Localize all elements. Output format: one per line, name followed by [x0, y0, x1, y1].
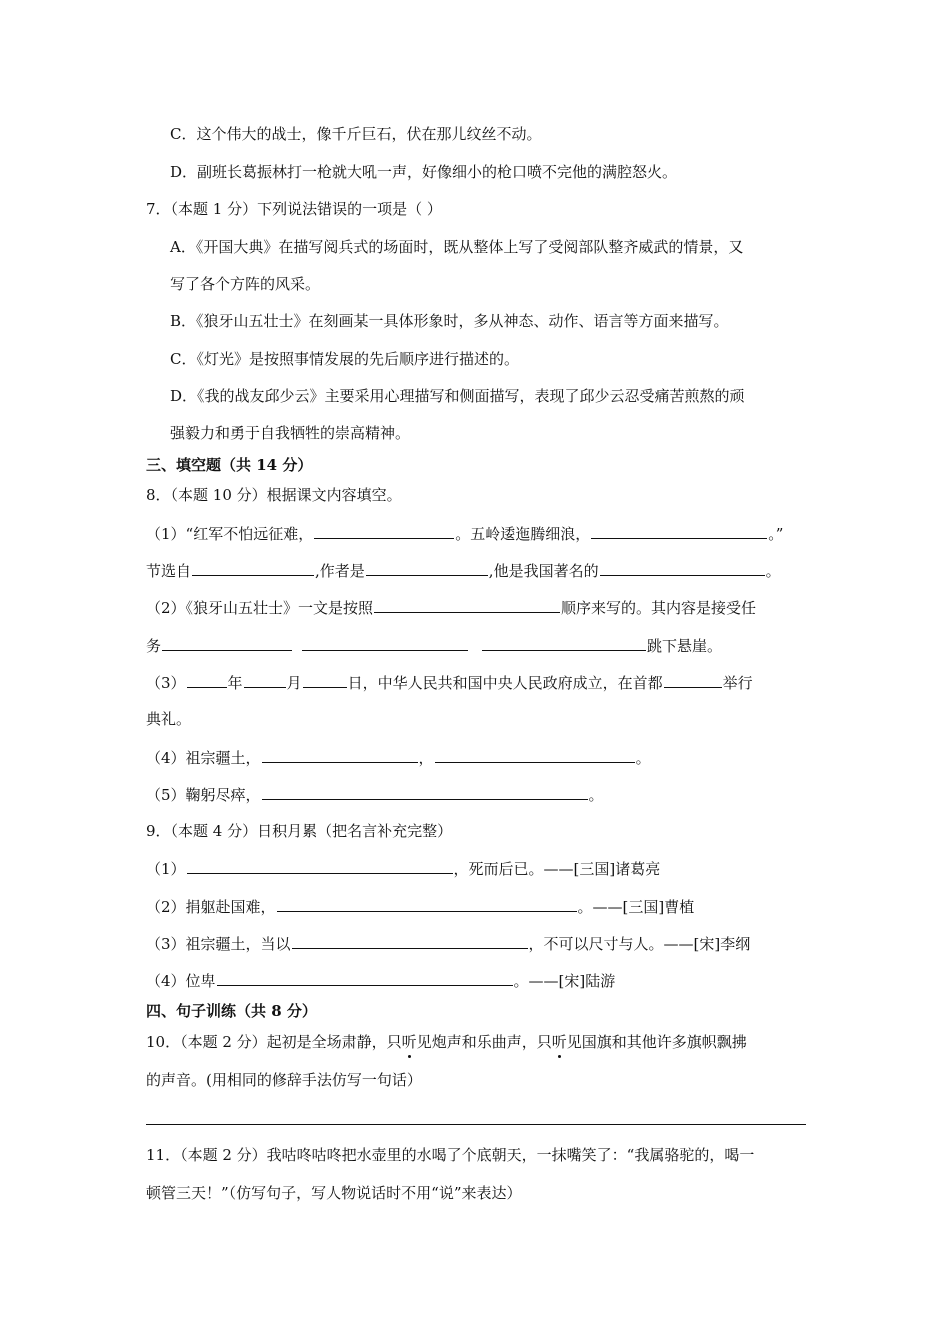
- q8-line-8: [146, 784, 604, 805]
- q10-line-1: [146, 1032, 747, 1052]
- q8-text: （5）鞠躬尽瘁，: [146, 786, 261, 804]
- q8-text: （3）: [146, 674, 186, 692]
- q9-text: 。——[宋]陆游: [513, 972, 616, 990]
- q7-option-d-line2: 强毅力和勇于自我牺牲的崇高精神。: [170, 424, 411, 442]
- q8-text: 跳下悬崖。: [647, 637, 723, 655]
- q10-text: 国旗和其他许多旗帜飘拂: [581, 1033, 747, 1051]
- section-4-heading: 四、句子训练（共 8 分）: [146, 1002, 317, 1020]
- q8-text: 。: [635, 749, 651, 767]
- q9-text: （1）: [146, 860, 186, 878]
- q8-text: 顺序来写的。其内容是接受任: [561, 599, 757, 617]
- q8-line-5: [146, 672, 753, 693]
- blank[interactable]: [314, 523, 454, 539]
- q7-option-c: C．《灯光》是按照事情发展的先后顺序进行描述的。: [170, 350, 519, 368]
- blank[interactable]: [591, 523, 767, 539]
- q7-option-b: B．《狼牙山五壮士》在刻画某一具体形象时，多从神态、动作、语言等方面来描写。: [170, 312, 729, 330]
- q8-text: ,作者是: [315, 562, 365, 580]
- q7-option-a-line1: A．《开国大典》在描写阅兵式的场面时，既从整体上写了受阅部队整齐威武的情景，又: [170, 238, 744, 256]
- q8-line-3: [146, 597, 756, 618]
- emphasis-dotted-text: 只听见: [386, 1033, 432, 1051]
- q8-text: （1）“红军不怕远征难，: [146, 525, 314, 543]
- q10-text: 10．（本题 2 分）起初是全场肃静，: [146, 1033, 387, 1051]
- q8-stem: 8．（本题 10 分）根据课文内容填空。: [146, 486, 402, 504]
- q8-line-7: [146, 747, 651, 768]
- q8-text: 。: [588, 786, 604, 804]
- q7-option-d-line1: D．《我的战友邱少云》主要采用心理描写和侧面描写，表现了邱少云忍受痛苦煎熬的顽: [170, 387, 745, 405]
- answer-line[interactable]: [146, 1124, 806, 1125]
- q7-option-a-line2: 写了各个方阵的风采。: [170, 275, 321, 293]
- q6-option-c: C．这个伟大的战士，像千斤巨石，伏在那儿纹丝不动。: [170, 125, 542, 143]
- blank[interactable]: [262, 747, 418, 763]
- q9-stem: 9．（本题 4 分）日积月累（把名言补充完整）: [146, 822, 453, 840]
- blank[interactable]: [600, 560, 765, 576]
- q11-line-2: 顿管三天！”（仿写句子，写人物说话时不用“说”来表达）: [146, 1184, 522, 1202]
- q8-text: 举行: [722, 674, 753, 692]
- q8-line-2: [146, 560, 781, 581]
- q8-text: 务: [146, 637, 162, 655]
- q6-option-d: D．副班长葛振林打一枪就大吼一声，好像细小的枪口喷不完他的满腔怒火。: [170, 163, 678, 181]
- q8-text: 年: [227, 674, 243, 692]
- q9-text: （3）祖宗疆土，当以: [146, 935, 291, 953]
- blank[interactable]: [435, 747, 635, 763]
- q9-line-3: [146, 933, 750, 954]
- q11-line-1: 11．（本题 2 分）我咕咚咕咚把水壶里的水喝了个底朝天，一抹嘴笑了：“我属骆驼的，喝一: [146, 1146, 755, 1164]
- q8-text: 。五岭逶迤腾细浪，: [455, 525, 591, 543]
- blank[interactable]: [482, 635, 646, 651]
- q8-text: 。: [765, 562, 781, 580]
- blank[interactable]: [303, 672, 347, 688]
- q9-text: （4）位卑: [146, 972, 216, 990]
- blank[interactable]: [262, 784, 588, 800]
- q10-line-2: 的声音。(用相同的修辞手法仿写一句话）: [146, 1071, 422, 1089]
- q8-text: ,他是我国著名的: [488, 562, 599, 580]
- blank[interactable]: [292, 933, 528, 949]
- q8-text: 。”: [768, 525, 784, 543]
- q8-line-6: 典礼。: [146, 710, 192, 728]
- q8-text: ，: [418, 749, 434, 767]
- q8-text: （4）祖宗疆土，: [146, 749, 261, 767]
- blank[interactable]: [366, 560, 488, 576]
- blank[interactable]: [277, 896, 577, 912]
- q8-text: 节选自: [146, 562, 192, 580]
- blank[interactable]: [664, 672, 722, 688]
- q8-line-1: [146, 523, 783, 544]
- blank[interactable]: [187, 858, 453, 874]
- blank[interactable]: [217, 970, 513, 986]
- q9-text: （2）捐躯赴国难，: [146, 898, 276, 916]
- blank[interactable]: [244, 672, 286, 688]
- q8-text: 日，中华人民共和国中央人民政府成立，在首都: [347, 674, 663, 692]
- q8-text: （2）《狼牙山五壮士》一文是按照: [146, 599, 374, 617]
- q9-text: ，不可以尺寸与人。——[宋]李纲: [528, 935, 751, 953]
- q8-line-4: [146, 635, 722, 656]
- q9-line-2: [146, 896, 694, 917]
- section-3-heading: 三、填空题（共 14 分）: [146, 456, 313, 474]
- emphasis-dotted-text: 只听见: [536, 1033, 582, 1051]
- q10-text: 炮声和乐曲声，: [431, 1033, 537, 1051]
- q9-line-1: [146, 858, 660, 879]
- blank[interactable]: [302, 635, 468, 651]
- q9-text: ，死而后已。——[三国]诸葛亮: [453, 860, 661, 878]
- blank[interactable]: [187, 672, 227, 688]
- blank[interactable]: [192, 560, 314, 576]
- q8-text: 月: [286, 674, 302, 692]
- q7-stem: 7．（本题 1 分）下列说法错误的一项是（ ）: [146, 200, 442, 218]
- q9-line-4: [146, 970, 615, 991]
- q9-text: 。——[三国]曹植: [577, 898, 695, 916]
- blank[interactable]: [374, 597, 560, 613]
- blank[interactable]: [162, 635, 292, 651]
